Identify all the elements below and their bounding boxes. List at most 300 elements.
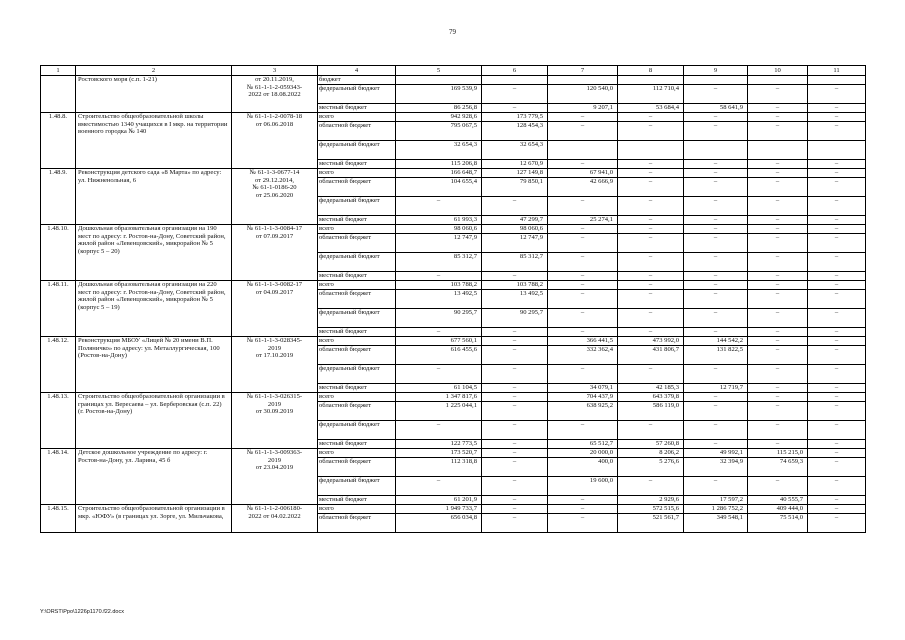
funding-source: местный бюджет	[318, 440, 396, 449]
amount-cell: 32 654,3	[482, 141, 548, 160]
amount-cell: –	[748, 421, 808, 440]
amount-cell: 400,0	[548, 458, 618, 477]
amount-cell: –	[748, 290, 808, 309]
amount-cell: 473 992,0	[618, 337, 684, 346]
amount-cell: –	[808, 346, 866, 365]
funding-source: местный бюджет	[318, 104, 396, 113]
amount-cell: –	[684, 477, 748, 496]
project-name: Реконструкция детского сада «8 Марта» по адресу: ул. Нижненольная, 6	[76, 169, 232, 225]
amount-cell: –	[748, 234, 808, 253]
amount-cell: –	[548, 253, 618, 272]
item-number: 1.48.12.	[41, 337, 76, 393]
amount-cell: –	[808, 160, 866, 169]
amount-cell: –	[482, 365, 548, 384]
amount-cell: 131 822,5	[684, 346, 748, 365]
amount-cell: –	[748, 178, 808, 197]
approval-reference: № 61-1-1-2-0078-18 от 06.06.2018	[232, 113, 318, 169]
amount-cell: 74 659,3	[748, 458, 808, 477]
amount-cell: –	[618, 216, 684, 225]
table-row	[41, 337, 866, 346]
amount-cell: 103 788,2	[396, 281, 482, 290]
amount-cell: 942 928,6	[396, 113, 482, 122]
amount-cell: –	[482, 85, 548, 104]
amount-cell	[808, 141, 866, 160]
amount-cell: 85 312,7	[482, 253, 548, 272]
amount-cell: –	[808, 496, 866, 505]
amount-cell: 366 441,5	[548, 337, 618, 346]
amount-cell: –	[808, 169, 866, 178]
amount-cell: –	[748, 197, 808, 216]
amount-cell: 90 295,7	[396, 309, 482, 328]
amount-cell: 98 060,6	[396, 225, 482, 234]
amount-cell: –	[684, 253, 748, 272]
amount-cell: –	[748, 281, 808, 290]
amount-cell: –	[618, 225, 684, 234]
amount-cell: 643 379,8	[618, 393, 684, 402]
approval-reference: № 61-1-1-3-009363- 2019 от 23.04.2019	[232, 449, 318, 505]
funding-source: федеральный бюджет	[318, 141, 396, 160]
amount-cell	[396, 76, 482, 85]
funding-source: всего	[318, 505, 396, 514]
table-row	[41, 225, 866, 234]
amount-cell: –	[482, 440, 548, 449]
table-row	[41, 169, 866, 178]
funding-source: областной бюджет	[318, 290, 396, 309]
amount-cell: –	[684, 393, 748, 402]
funding-source: федеральный бюджет	[318, 421, 396, 440]
amount-cell: 25 274,1	[548, 216, 618, 225]
amount-cell	[748, 141, 808, 160]
funding-source: федеральный бюджет	[318, 253, 396, 272]
amount-cell: –	[684, 122, 748, 141]
amount-cell: 47 299,7	[482, 216, 548, 225]
amount-cell: –	[748, 160, 808, 169]
amount-cell: –	[748, 225, 808, 234]
amount-cell: –	[748, 365, 808, 384]
funding-source: местный бюджет	[318, 328, 396, 337]
amount-cell: 67 941,0	[548, 169, 618, 178]
amount-cell	[548, 141, 618, 160]
amount-cell: –	[684, 440, 748, 449]
amount-cell: –	[482, 337, 548, 346]
item-number: 1.48.15.	[41, 505, 76, 533]
amount-cell: –	[684, 160, 748, 169]
funding-source: федеральный бюджет	[318, 197, 396, 216]
amount-cell: –	[548, 496, 618, 505]
funding-source: областной бюджет	[318, 458, 396, 477]
amount-cell: –	[548, 113, 618, 122]
funding-source: областной бюджет	[318, 122, 396, 141]
amount-cell: –	[482, 496, 548, 505]
amount-cell: –	[684, 216, 748, 225]
amount-cell: –	[548, 309, 618, 328]
funding-source: местный бюджет	[318, 216, 396, 225]
amount-cell: 2 929,6	[618, 496, 684, 505]
funding-source: федеральный бюджет	[318, 477, 396, 496]
amount-cell: –	[748, 337, 808, 346]
amount-cell: –	[748, 122, 808, 141]
amount-cell: –	[808, 449, 866, 458]
amount-cell: 120 540,0	[548, 85, 618, 104]
amount-cell: –	[684, 402, 748, 421]
amount-cell: –	[808, 104, 866, 113]
item-number: 1.48.13.	[41, 393, 76, 449]
amount-cell: –	[618, 309, 684, 328]
amount-cell: –	[482, 328, 548, 337]
approval-reference: № 61-1-1-3-0082-17 от 04.09.2017	[232, 281, 318, 337]
amount-cell: –	[684, 281, 748, 290]
amount-cell: –	[684, 85, 748, 104]
amount-cell: –	[684, 197, 748, 216]
amount-cell: –	[548, 290, 618, 309]
amount-cell: –	[684, 290, 748, 309]
amount-cell: –	[548, 234, 618, 253]
amount-cell: 169 539,9	[396, 85, 482, 104]
amount-cell: –	[684, 309, 748, 328]
column-header: 6	[482, 66, 548, 76]
amount-cell: –	[482, 384, 548, 393]
amount-cell: 9 207,1	[548, 104, 618, 113]
approval-reference: № 61-1-3-0677-14 от 29.12.2014, № 61-1-0186-20 от 25.06.2020	[232, 169, 318, 225]
amount-cell: –	[748, 440, 808, 449]
amount-cell: 144 542,2	[684, 337, 748, 346]
amount-cell: –	[808, 421, 866, 440]
amount-cell: –	[808, 234, 866, 253]
column-header: 2	[76, 66, 232, 76]
amount-cell: 13 492,5	[396, 290, 482, 309]
column-header: 7	[548, 66, 618, 76]
amount-cell: 53 684,4	[618, 104, 684, 113]
approval-reference: № 61-1-1-3-026315- 2019 от 30.09.2019	[232, 393, 318, 449]
amount-cell: 85 312,7	[396, 253, 482, 272]
amount-cell: –	[482, 197, 548, 216]
amount-cell: –	[748, 169, 808, 178]
amount-cell: –	[396, 272, 482, 281]
amount-cell: –	[482, 402, 548, 421]
funding-source: местный бюджет	[318, 160, 396, 169]
amount-cell: 42 666,9	[548, 178, 618, 197]
amount-cell	[684, 76, 748, 85]
amount-cell: 704 437,9	[548, 393, 618, 402]
amount-cell: –	[618, 421, 684, 440]
amount-cell: –	[618, 328, 684, 337]
amount-cell: –	[618, 253, 684, 272]
amount-cell: –	[548, 272, 618, 281]
amount-cell: 1 949 733,7	[396, 505, 482, 514]
column-header: 4	[318, 66, 396, 76]
project-name: Дошкольная образовательная организация на 220 мест по адресу: г. Ростов-на-Дону, Советский район, жилой район «Левенцовский», микрорайон № 5 (корпус 5 – 19)	[76, 281, 232, 337]
amount-cell: 638 925,2	[548, 402, 618, 421]
amount-cell: –	[548, 225, 618, 234]
amount-cell: –	[808, 337, 866, 346]
funding-source: местный бюджет	[318, 272, 396, 281]
amount-cell: –	[618, 160, 684, 169]
amount-cell: 61 993,3	[396, 216, 482, 225]
funding-source: федеральный бюджет	[318, 365, 396, 384]
table-row	[41, 281, 866, 290]
amount-cell: 616 455,6	[396, 346, 482, 365]
funding-source: областной бюджет	[318, 402, 396, 421]
amount-cell: 115 206,8	[396, 160, 482, 169]
column-header: 10	[748, 66, 808, 76]
amount-cell: 61 201,9	[396, 496, 482, 505]
amount-cell: –	[748, 272, 808, 281]
funding-source: всего	[318, 225, 396, 234]
amount-cell: –	[808, 505, 866, 514]
amount-cell: –	[396, 197, 482, 216]
amount-cell: –	[548, 122, 618, 141]
amount-cell: 42 185,3	[618, 384, 684, 393]
amount-cell: 12 670,9	[482, 160, 548, 169]
file-path-footer: Y:\ORST\Ppo\1226p1170.f22.docx	[40, 609, 124, 615]
amount-cell: –	[396, 365, 482, 384]
amount-cell: 34 079,1	[548, 384, 618, 393]
amount-cell: 1 286 752,2	[684, 505, 748, 514]
amount-cell: –	[684, 365, 748, 384]
item-number: 1.48.14.	[41, 449, 76, 505]
amount-cell	[748, 76, 808, 85]
item-number: 1.48.8.	[41, 113, 76, 169]
funding-source: всего	[318, 337, 396, 346]
column-header: 5	[396, 66, 482, 76]
item-number: 1.48.9.	[41, 169, 76, 225]
amount-cell: –	[748, 113, 808, 122]
amount-cell: –	[548, 514, 618, 533]
amount-cell: –	[684, 169, 748, 178]
amount-cell: 122 773,5	[396, 440, 482, 449]
amount-cell: –	[482, 514, 548, 533]
approval-reference: от 20.11.2019, № 61-1-1-2-059343- 2022 от 18.08.2022	[232, 76, 318, 113]
amount-cell: 12 747,9	[482, 234, 548, 253]
column-header: 8	[618, 66, 684, 76]
amount-cell	[548, 76, 618, 85]
amount-cell: –	[618, 365, 684, 384]
amount-cell: 409 444,0	[748, 505, 808, 514]
amount-cell: –	[618, 197, 684, 216]
amount-cell: –	[808, 402, 866, 421]
amount-cell: 86 256,8	[396, 104, 482, 113]
approval-reference: № 61-1-1-3-028345- 2019 от 17.10.2019	[232, 337, 318, 393]
funding-source: всего	[318, 393, 396, 402]
amount-cell: –	[482, 458, 548, 477]
amount-cell: –	[808, 113, 866, 122]
page-number: 79	[449, 28, 456, 36]
amount-cell: 32 654,3	[396, 141, 482, 160]
amount-cell: –	[684, 234, 748, 253]
project-name: Детское дошкольное учреждение по адресу: г. Ростов-на-Дону, ул. Ларина, 45 б	[76, 449, 232, 505]
amount-cell: 572 515,6	[618, 505, 684, 514]
amount-cell: –	[618, 290, 684, 309]
amount-cell: –	[748, 216, 808, 225]
amount-cell	[618, 141, 684, 160]
amount-cell: –	[808, 85, 866, 104]
item-number: 1.48.11.	[41, 281, 76, 337]
amount-cell: 115 215,0	[748, 449, 808, 458]
amount-cell: –	[748, 309, 808, 328]
amount-cell: –	[684, 272, 748, 281]
amount-cell: –	[808, 393, 866, 402]
amount-cell: 61 104,5	[396, 384, 482, 393]
approval-reference: № 61-1-1-2-006180- 2022 от 04.02.2022	[232, 505, 318, 533]
amount-cell: –	[618, 234, 684, 253]
amount-cell: –	[808, 216, 866, 225]
amount-cell: 19 600,0	[548, 477, 618, 496]
amount-cell: –	[808, 122, 866, 141]
amount-cell: –	[482, 272, 548, 281]
amount-cell: 127 149,8	[482, 169, 548, 178]
amount-cell: 332 362,4	[548, 346, 618, 365]
funding-source: областной бюджет	[318, 346, 396, 365]
amount-cell: –	[548, 160, 618, 169]
amount-cell: –	[548, 505, 618, 514]
budget-table	[40, 65, 866, 533]
amount-cell: 58 641,9	[684, 104, 748, 113]
amount-cell: 795 067,5	[396, 122, 482, 141]
funding-source: бюджет	[318, 76, 396, 85]
amount-cell: –	[396, 328, 482, 337]
amount-cell: 32 394,9	[684, 458, 748, 477]
column-header: 1	[41, 66, 76, 76]
amount-cell: –	[808, 440, 866, 449]
approval-reference: № 61-1-1-3-0084-17 от 07.09.2017	[232, 225, 318, 281]
amount-cell: –	[808, 365, 866, 384]
funding-source: местный бюджет	[318, 384, 396, 393]
amount-cell: 12 747,9	[396, 234, 482, 253]
amount-cell: –	[808, 514, 866, 533]
funding-source: всего	[318, 169, 396, 178]
table-row	[41, 505, 866, 514]
amount-cell: –	[396, 421, 482, 440]
item-number: 1.48.10.	[41, 225, 76, 281]
amount-cell: –	[748, 477, 808, 496]
header-row	[41, 66, 866, 76]
amount-cell: –	[482, 346, 548, 365]
amount-cell: –	[618, 122, 684, 141]
amount-cell: –	[618, 169, 684, 178]
funding-source: всего	[318, 281, 396, 290]
funding-source: областной бюджет	[318, 514, 396, 533]
amount-cell: –	[618, 477, 684, 496]
amount-cell: –	[618, 272, 684, 281]
amount-cell: –	[482, 505, 548, 514]
funding-source: федеральный бюджет	[318, 309, 396, 328]
funding-source: всего	[318, 113, 396, 122]
amount-cell: 1 347 817,6	[396, 393, 482, 402]
amount-cell: 8 206,2	[618, 449, 684, 458]
amount-cell: 128 454,3	[482, 122, 548, 141]
amount-cell: –	[618, 281, 684, 290]
funding-source: местный бюджет	[318, 496, 396, 505]
table-row	[41, 393, 866, 402]
amount-cell	[808, 76, 866, 85]
column-header: 9	[684, 66, 748, 76]
amount-cell: 49 992,1	[684, 449, 748, 458]
funding-source: областной бюджет	[318, 234, 396, 253]
amount-cell: –	[808, 458, 866, 477]
amount-cell	[618, 76, 684, 85]
column-header: 11	[808, 66, 866, 76]
amount-cell: 521 561,7	[618, 514, 684, 533]
amount-cell: 349 548,1	[684, 514, 748, 533]
amount-cell: –	[748, 253, 808, 272]
amount-cell: 12 719,7	[684, 384, 748, 393]
amount-cell: 112 318,8	[396, 458, 482, 477]
amount-cell: –	[618, 178, 684, 197]
amount-cell: –	[548, 421, 618, 440]
project-name: Дошкольная образовательная организация на 190 мест по адресу: г. Ростов-на-Дону, Советский район, жилой район «Левенцовский», микрорайон № 5 (корпус 5 – 20)	[76, 225, 232, 281]
amount-cell: –	[808, 477, 866, 496]
amount-cell: –	[808, 178, 866, 197]
amount-cell: –	[808, 309, 866, 328]
amount-cell: –	[808, 328, 866, 337]
amount-cell: 20 000,0	[548, 449, 618, 458]
amount-cell: 112 710,4	[618, 85, 684, 104]
amount-cell: –	[482, 393, 548, 402]
funding-source: федеральный бюджет	[318, 85, 396, 104]
project-name: Строительство общеобразовательной организации в мкр. «ЮФУ» (в границах ул. Зорге, ул. Мильчакова,	[76, 505, 232, 533]
amount-cell: –	[482, 104, 548, 113]
amount-cell: –	[748, 328, 808, 337]
amount-cell: –	[748, 384, 808, 393]
table-row	[41, 76, 866, 85]
amount-cell: 104 655,4	[396, 178, 482, 197]
amount-cell: –	[684, 178, 748, 197]
amount-cell: 1 225 044,1	[396, 402, 482, 421]
column-header: 3	[232, 66, 318, 76]
amount-cell: 17 597,2	[684, 496, 748, 505]
amount-cell: 13 492,5	[482, 290, 548, 309]
amount-cell: 57 260,8	[618, 440, 684, 449]
amount-cell: –	[396, 477, 482, 496]
amount-cell: –	[684, 225, 748, 234]
amount-cell: 166 648,7	[396, 169, 482, 178]
amount-cell: –	[808, 197, 866, 216]
amount-cell: 656 034,8	[396, 514, 482, 533]
amount-cell: 677 560,1	[396, 337, 482, 346]
amount-cell: –	[748, 402, 808, 421]
amount-cell: –	[808, 272, 866, 281]
amount-cell: –	[808, 290, 866, 309]
project-name: Реконструкция МБОУ «Лицей № 20 имени В.П. Поляничко» по адресу: ул. Металлургическая, 100 (Ростов-на-Дону)	[76, 337, 232, 393]
amount-cell: 431 806,7	[618, 346, 684, 365]
table-row	[41, 449, 866, 458]
amount-cell: –	[748, 393, 808, 402]
amount-cell: 90 295,7	[482, 309, 548, 328]
amount-cell: –	[684, 421, 748, 440]
amount-cell	[482, 76, 548, 85]
amount-cell: –	[548, 197, 618, 216]
project-name: Строительство общеобразовательной организации в границах ул. Вересаева – ул. Берберовская (с.п. 22) (г. Ростов-на-Дону)	[76, 393, 232, 449]
amount-cell: 5 276,6	[618, 458, 684, 477]
amount-cell: –	[482, 449, 548, 458]
amount-cell: –	[482, 477, 548, 496]
amount-cell: –	[748, 104, 808, 113]
project-name: Ростовского моря (с.п. 1-21)	[76, 76, 232, 113]
amount-cell: –	[748, 85, 808, 104]
amount-cell: 173 779,5	[482, 113, 548, 122]
amount-cell: –	[808, 384, 866, 393]
amount-cell	[684, 141, 748, 160]
amount-cell: –	[548, 328, 618, 337]
amount-cell: –	[748, 346, 808, 365]
amount-cell: –	[548, 365, 618, 384]
amount-cell: –	[548, 281, 618, 290]
amount-cell: –	[684, 113, 748, 122]
table-row	[41, 113, 866, 122]
amount-cell: 103 788,2	[482, 281, 548, 290]
amount-cell: –	[808, 225, 866, 234]
amount-cell: –	[808, 281, 866, 290]
